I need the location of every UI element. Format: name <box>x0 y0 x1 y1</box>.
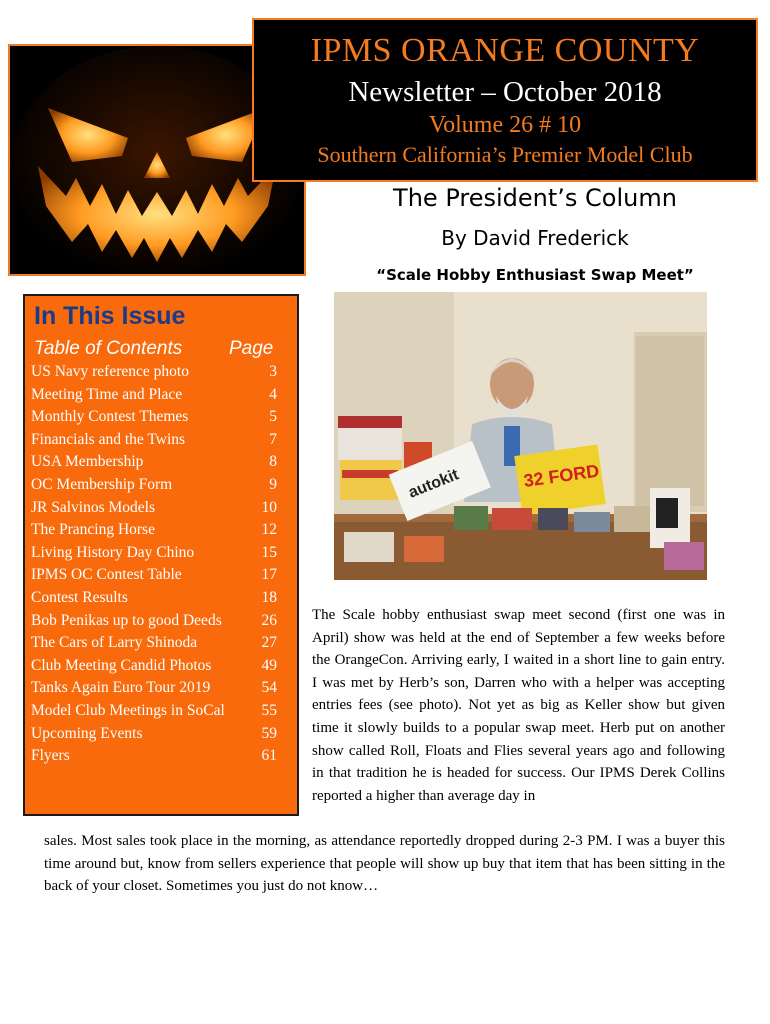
toc-item[interactable]: OC Membership Form 9 <box>31 475 277 493</box>
column-byline: By David Frederick <box>441 226 629 250</box>
toc-item[interactable]: Flyers 61 <box>31 747 277 765</box>
toc-item[interactable]: Model Club Meetings in SoCal 55 <box>31 701 277 719</box>
table-of-contents <box>23 294 299 816</box>
toc-item[interactable]: Monthly Contest Themes 5 <box>31 408 277 426</box>
toc-item[interactable]: IPMS OC Contest Table 17 <box>31 566 277 584</box>
toc-item[interactable]: Meeting Time and Place 4 <box>31 385 277 403</box>
masthead <box>252 18 758 182</box>
volume-number: Volume 26 # 10 <box>428 112 582 138</box>
club-title: IPMS ORANGE COUNTY <box>310 32 700 69</box>
toc-subheading: Table of Contents <box>34 338 183 359</box>
column-subtitle: “Scale Hobby Enthusiast Swap Meet” <box>376 266 694 284</box>
toc-item[interactable]: Living History Day Chino 15 <box>31 543 277 561</box>
autokit-box-label: autokit <box>406 466 462 502</box>
toc-item[interactable]: Contest Results 18 <box>31 588 277 606</box>
toc-page-label: Page <box>229 338 274 359</box>
toc-heading: In This Issue <box>34 302 186 330</box>
toc-item[interactable]: JR Salvinos Models 10 <box>31 498 277 516</box>
swap-meet-photo <box>334 292 707 580</box>
toc-item[interactable]: Club Meeting Candid Photos 49 <box>31 656 277 674</box>
toc-item[interactable]: Financials and the Twins 7 <box>31 430 277 448</box>
newsletter-date: Newsletter – October 2018 <box>348 76 662 108</box>
ford-box-label: 32 FORD <box>522 460 601 491</box>
swap-meet-photo-graphic <box>334 292 707 580</box>
toc-list <box>31 363 277 770</box>
toc-item[interactable]: USA Membership 8 <box>31 453 277 471</box>
article-paragraph-2: sales. Most sales took place in the morning, as attendance reportedly dropped during 2-3 PM. I was a buyer this time around but, know from sellers experience that people will show up buy that item that has been sitting in the back of your closet. Sometimes you just do not know… <box>44 833 725 895</box>
toc-item[interactable]: Upcoming Events 59 <box>31 724 277 742</box>
toc-item[interactable]: Bob Penikas up to good Deeds 26 <box>31 611 277 629</box>
toc-item[interactable]: The Prancing Horse 12 <box>31 521 277 539</box>
column-title: The President’s Column <box>393 184 677 212</box>
toc-item[interactable]: US Navy reference photo 3 <box>31 363 277 380</box>
toc-item[interactable]: The Cars of Larry Shinoda 27 <box>31 634 277 652</box>
club-tagline: Southern California’s Premier Model Club <box>317 142 693 167</box>
toc-item[interactable]: Tanks Again Euro Tour 2019 54 <box>31 679 277 697</box>
article-paragraph-1: The Scale hobby enthusiast swap meet second (first one was in April) show was held at the end of September a few weeks before the OrangeCon. Arriving early, I waited in a short line to gain entry. I was met by Herb’s son, Darren who with a helper was accepting entries fees (see photo). Not yet as big as Keller show but given time it slowly builds to a popular swap meet. Herb put on another show called Roll, Floats and Flies several years ago and following in that tradition he is headed for success. Our IPMS Derek Collins reported a higher than average day in <box>312 607 725 804</box>
